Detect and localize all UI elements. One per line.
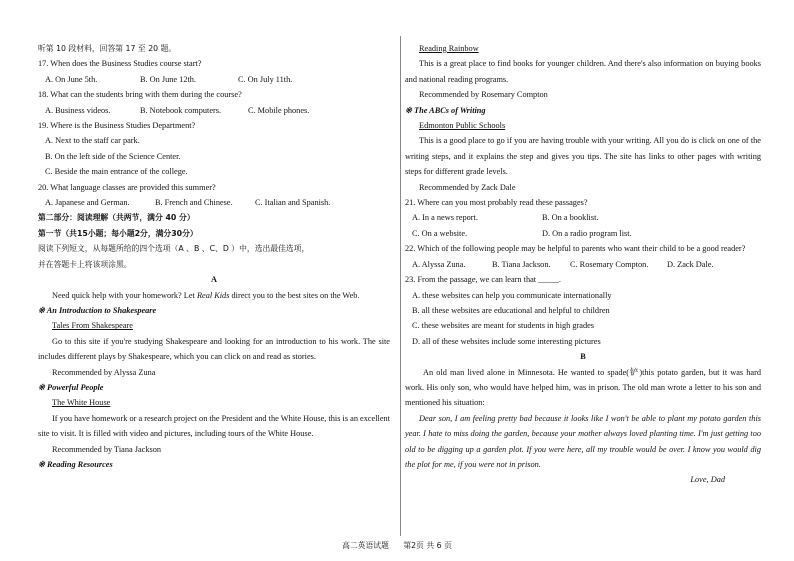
q18-b: B. Notebook computers. (140, 105, 222, 115)
intro-text-post: direct you to the best sites on the Web. (229, 290, 360, 300)
letter-text: Dear son, I am feeling pretty bad because it looks like I won't be able to plant my potato garden this year. I hate to miss doing the garden, because your mother always loved planting time. I'm just getting too old to be digging up a garden plot. If you were here, all my trouble would be over. I know you would dig the plot for me, if you were not in prison. (405, 413, 761, 469)
heading-reading-resources: ※ Reading Resources (38, 459, 113, 469)
passage-b-label: B (580, 352, 586, 362)
q23-b: B. all these websites are educational and helpful to children (412, 305, 610, 315)
q18-a: A. Business videos. (45, 105, 111, 115)
intro-text-em: Real Kids (196, 290, 230, 300)
q19-b: B. On the left side of the Science Center. (45, 151, 181, 161)
site-edmonton: Edmonton Public Schools (419, 121, 506, 131)
q22-d: D. Zack Dale. (667, 259, 714, 269)
q22-options (405, 257, 761, 272)
site-reading-rainbow: Reading Rainbow (419, 44, 479, 53)
q20-options (38, 195, 390, 210)
q22-stem: 22. Which of the following people may be helpful to parents who want their child to be a good reader? (405, 244, 746, 254)
q22-b: B. Tiana Jackson. (492, 259, 551, 269)
q23-a: A. these websites can help you communicate internationally (412, 290, 612, 300)
column-divider (400, 36, 401, 536)
heading-abcs-writing: ※ The ABCs of Writing (405, 105, 486, 115)
recommended-alyssa: Recommended by Alyssa Zuna (52, 367, 156, 377)
part2-heading: 第二部分：阅读理解（共两节，满分 40 分） (38, 213, 195, 223)
passage-a-intro (38, 288, 390, 303)
left-column (38, 41, 390, 472)
recommended-zack: Recommended by Zack Dale (419, 182, 516, 192)
q17-options (38, 72, 390, 87)
paragraph-shakespeare: Go to this site if you're studying Shakespeare and looking for an introduction to his work. The site includes different plays by Shakespeare, which you can click on and read as stories. (38, 336, 390, 362)
site-white-house: The White House (52, 398, 111, 408)
instructions-line1: 阅读下列短文，从每题所给的四个选项（A 、B 、C、D ）中，选出最佳选项， (38, 244, 310, 254)
q20-b: B. French and Chinese. (155, 198, 233, 208)
q21-stem: 21. Where can you most probably read these passages? (405, 198, 588, 208)
q21-b: B. On a booklist. (542, 213, 599, 223)
recommended-tiana: Recommended by Tiana Jackson (52, 444, 161, 454)
right-column (405, 41, 761, 488)
q20-a: A. Japanese and German. (45, 198, 130, 208)
q21-c: C. On a website. (412, 228, 468, 238)
q18-options (38, 103, 390, 118)
q17-stem: 17. When does the Business Studies course start? (38, 59, 202, 69)
heading-shakespeare: ※ An Introduction to Shakespeare (38, 305, 157, 315)
q17-a: A. On June 5th. (45, 74, 98, 84)
footer-page-number: 第2页 共 6 页 (403, 541, 452, 550)
paragraph-white-house: If you have homework or a research project on the President and the White House, this is an excellent site to visit. It is filled with video and pictures, including tours of the White House. (38, 413, 390, 439)
q23-stem: 23. From the passage, we can learn that _____. (405, 275, 561, 285)
heading-powerful-people: ※ Powerful People (38, 382, 104, 392)
passage-b-paragraph: An old man lived alone in Minnesota. He wanted to spade(铲)this potato garden, but it was hard work. His only son, who would have helped him, was in prison. The old man wrote a letter to his son and mentioned his situation: (405, 367, 761, 408)
recommended-rosemary: Recommended by Rosemary Compton (419, 90, 548, 100)
q20-c: C. Italian and Spanish. (255, 198, 331, 208)
listening-intro: 听第 10 段材料，回答第 17 至 20 题。 (38, 44, 177, 53)
q17-b: B. On June 12th. (140, 74, 197, 84)
q23-d: D. all of these websites include some interesting pictures (412, 336, 601, 346)
section1-heading: 第一节（共15小题；每小题2分，满分30分） (38, 228, 198, 238)
q22-c: C. Rosemary Compton. (570, 259, 649, 269)
intro-text-pre: Need quick help with your homework? Let (52, 290, 197, 300)
q19-stem: 19. Where is the Business Studies Department? (38, 121, 196, 131)
q21-d: D. On a radio program list. (542, 228, 632, 238)
q18-stem: 18. What can the students bring with them during the course? (38, 90, 242, 100)
site-tales-from-shakespeare: Tales From Shakespeare (52, 321, 133, 331)
q20-stem: 20. What language classes are provided this summer? (38, 182, 216, 192)
q17-c: C. On July 11th. (238, 74, 293, 84)
instructions-line2: 并在答题卡上将该项涂黑。 (38, 259, 132, 269)
q21-options-ab (405, 210, 761, 225)
paragraph-reading-rainbow: This is a great place to find books for younger children. And there's also information on buying books and national reading programs. (405, 59, 761, 84)
q19-c: C. Beside the main entrance of the college. (45, 167, 188, 177)
footer-subject: 高二英语试题 (342, 541, 389, 550)
paragraph-edmonton: This is a good place to go if you are having trouble with your writing. All you do is click on one of the writing steps, and it explains the step and gives you tips. The site has links to other pages with writing steps for different grade levels. (405, 136, 761, 177)
q22-a: A. Alyssa Zuna. (412, 259, 466, 269)
q23-c: C. these websites are meant for students in high grades (412, 321, 595, 331)
page-footer (0, 540, 794, 551)
passage-a-label: A (211, 275, 217, 285)
q18-c: C. Mobile phones. (248, 105, 310, 115)
q21-options-cd (405, 226, 761, 241)
q21-a: A. In a news report. (412, 213, 478, 223)
q19-a: A. Next to the staff car park. (45, 136, 140, 146)
letter-signoff: Love, Dad (690, 475, 725, 485)
